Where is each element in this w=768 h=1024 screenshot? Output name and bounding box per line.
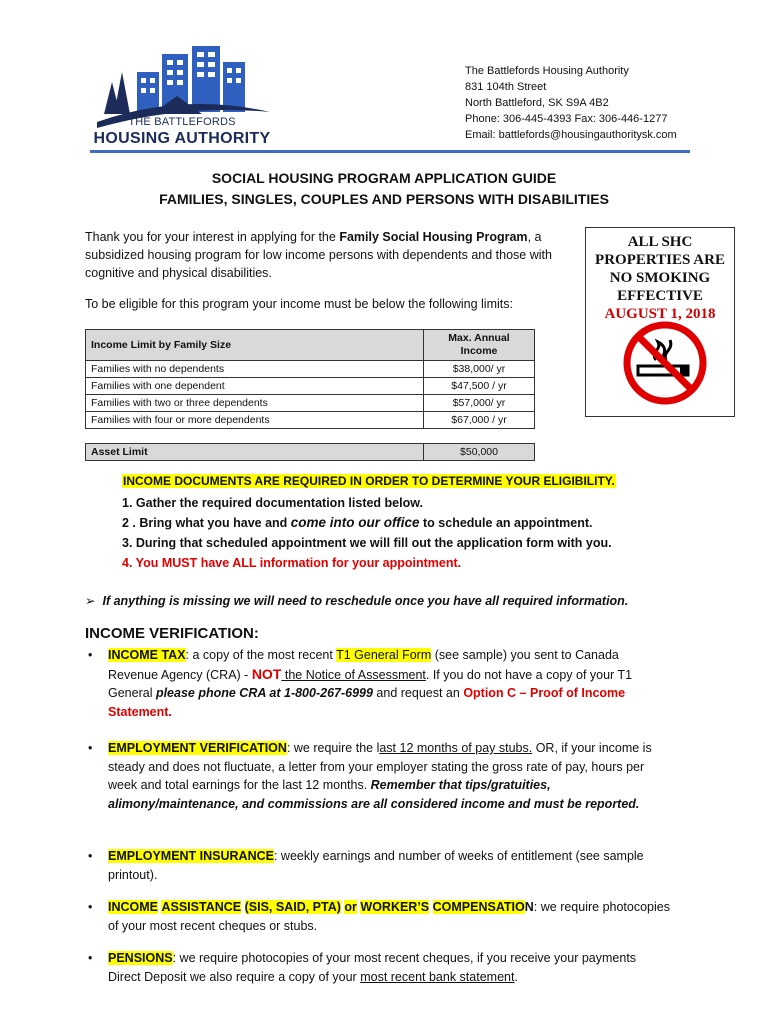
list-item-employment-verification (88, 739, 670, 813)
intro-program-name: Family Social Housing Program (339, 230, 528, 244)
cra-phone: please phone CRA at 1-800-267-6999 (155, 686, 373, 700)
asset-value: $50,000 (424, 444, 535, 461)
employment-verification-label: EMPLOYMENT VERIFICATION (108, 741, 287, 755)
document-subtitle: FAMILIES, SINGLES, COUPLES AND PERSONS WITH DISABILITIES (159, 191, 609, 207)
step-2 (122, 513, 612, 533)
no-smoking-notice (585, 227, 735, 417)
income-tax-text-5: and request an (372, 686, 464, 700)
compensation-n: N (524, 900, 534, 914)
programs-word: (SIS, SAID, PTA) (244, 900, 341, 914)
income-verification-heading: INCOME VERIFICATION: (85, 625, 259, 642)
step-2-text-c: to schedule an appointment. (419, 516, 593, 530)
compensation-word: COMPENSATIO (432, 900, 525, 914)
remember-note: Remember that tips/gratuities, alimony/maintenance, and commissions are all considered income and must be reported. (108, 778, 640, 811)
row-label: Families with no dependents (86, 361, 424, 378)
bank-statement: most recent bank statement (360, 969, 515, 984)
list-item-income-assistance (88, 898, 670, 935)
notice-line4: EFFECTIVE (617, 288, 703, 304)
phone-fax: Phone: 306-445-4393 Fax: 306-446-1277 (465, 113, 668, 125)
income-tax-label: INCOME TAX (108, 648, 186, 662)
city-address: North Battleford, SK S9A 4B2 (465, 97, 609, 109)
option-c: Option C – Proof of Income Statement. (108, 686, 626, 719)
notice-line3: NO SMOKING (609, 270, 711, 286)
table-row (86, 444, 535, 461)
notice-line1: ALL SHC (627, 234, 693, 250)
arrow-bullet-icon: ➢ (85, 594, 96, 608)
step-2-emphasis: come into our office (290, 515, 420, 530)
row-label: Families with two or three dependents (86, 395, 424, 412)
logo-text-line1: THE BATTLEFORDS (128, 116, 236, 128)
table-row (86, 412, 535, 429)
income-word: INCOME (108, 900, 158, 914)
income-limit-table (85, 329, 535, 429)
list-item-income-tax (88, 646, 670, 721)
employment-text-2: OR, if your income is steady and does not fluctuate, a letter from your employer stating the gross rate of pay, hours per week and total earnings for the last 12 months. (108, 741, 652, 792)
income-assistance-text: : we require photocopies of your most recent cheques or stubs. (108, 900, 670, 933)
list-item-pensions (88, 949, 670, 986)
employment-insurance-label: EMPLOYMENT INSURANCE (108, 849, 274, 863)
employment-text-1: : we require the l (286, 741, 380, 755)
step-1: 1. Gather the required documentation listed below. (122, 496, 423, 510)
row-label: Families with four or more dependents (86, 412, 424, 429)
step-3: 3. During that scheduled appointment we will fill out the application form with you. (122, 536, 612, 550)
row-value: $38,000/ yr (424, 361, 535, 378)
pensions-text: : we require photocopies of your most recent cheques, if you receive your payments Direct Deposit we also require a copy of your (108, 951, 637, 984)
documents-required-banner: INCOME DOCUMENTS ARE REQUIRED IN ORDER TO DETERMINE YOUR ELIGIBILITY. (123, 474, 615, 488)
document-title: SOCIAL HOUSING PROGRAM APPLICATION GUIDE (211, 170, 557, 186)
pensions-label: PENSIONS (108, 951, 173, 965)
contact-address-block (465, 63, 677, 143)
bullet-icon: • (88, 951, 93, 965)
asset-label: Asset Limit (86, 444, 424, 461)
income-tax-text-1: : a copy of the most recent (185, 648, 337, 662)
bullet-icon: • (88, 849, 93, 863)
table-header-row (86, 330, 535, 361)
notice-date: AUGUST 1, 2018 (604, 306, 716, 322)
intro-text-2: , a subsidized housing program for low income persons with dependents and those with cognitive and physical disabilities. (85, 230, 552, 280)
row-value: $67,000 / yr (424, 412, 535, 429)
pensions-period: . (514, 969, 518, 984)
list-item-employment-insurance (88, 847, 670, 884)
row-label: Families with one dependent (86, 378, 424, 395)
step-2-text-a: 2 . Bring what you have and (122, 516, 291, 530)
header-income-limit: Income Limit by Family Size (86, 330, 424, 361)
housing-authority-logo (92, 42, 272, 152)
table-row (86, 378, 535, 395)
employment-insurance-text: : weekly earnings and number of weeks of entitlement (see sample printout). (108, 849, 644, 882)
bullet-icon: • (88, 648, 93, 662)
step-4: 4. You MUST have ALL information for your appointment. (122, 556, 462, 570)
bullet-icon: • (88, 900, 93, 914)
steps-list (122, 493, 612, 573)
table-row (86, 395, 535, 412)
logo-text-line2: HOUSING AUTHORITY (93, 130, 271, 147)
workers-word: WORKER’S (360, 900, 430, 914)
income-tax-text-4: . If you do not have a copy of your T1 General (108, 667, 633, 700)
header-max-income: Max. Annual Income (424, 330, 535, 361)
assistance-word: ASSISTANCE (161, 900, 242, 914)
notice-of-assessment: the Notice of Assessment (281, 667, 426, 682)
row-value: $47,500 / yr (424, 378, 535, 395)
notice-line2: PROPERTIES ARE (595, 252, 725, 268)
row-value: $57,000/ yr (424, 395, 535, 412)
intro-paragraph (85, 228, 565, 282)
intro-text-1: Thank you for your interest in applying for the (85, 230, 340, 244)
org-name: The Battlefords Housing Authority (465, 65, 629, 77)
no-smoking-icon (622, 320, 708, 406)
not-emphasis: NOT (251, 665, 282, 682)
email-address: Email: battlefords@housingauthoritysk.com (465, 129, 677, 141)
pay-stubs: ast 12 months of pay stubs. (379, 741, 533, 755)
income-tax-text-2: (see sample) you sent to Canada Revenue Agency (CRA) - (108, 648, 619, 682)
eligibility-text: To be eligible for this program your income must be below the following limits: (85, 297, 513, 311)
missing-text: If anything is missing we will need to reschedule once you have all required information. (102, 594, 629, 608)
or-word: or (344, 900, 357, 914)
header-divider (90, 150, 690, 153)
bullet-icon: • (88, 741, 93, 755)
asset-limit-table (85, 443, 535, 461)
street-address: 831 104th Street (465, 81, 547, 93)
table-row (86, 361, 535, 378)
missing-info-note (85, 593, 628, 608)
t1-general-form: T1 General Form (336, 648, 432, 662)
